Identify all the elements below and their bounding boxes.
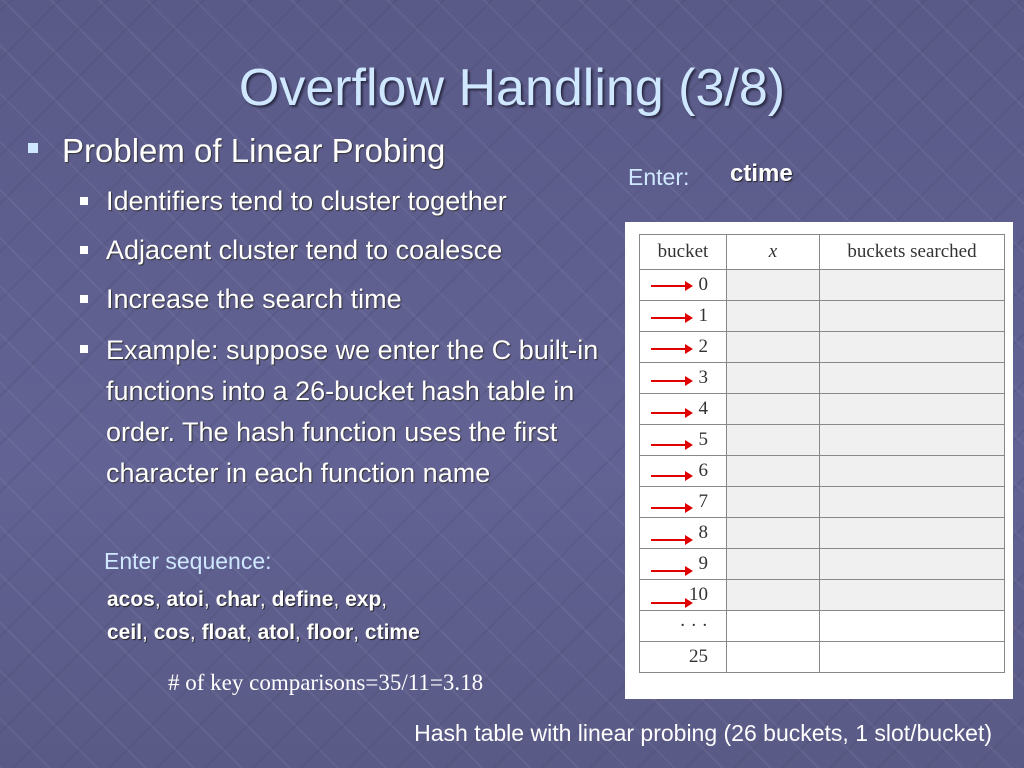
function-name: acos: [107, 588, 155, 611]
key-cell: [727, 611, 820, 642]
searched-cell: [820, 270, 1005, 301]
function-name: atoi: [166, 588, 204, 611]
sub-bullet-text: Example: suppose we enter the C built-in functions into a 26-bucket hash table in order. The hash function uses the first character in each function name: [106, 335, 599, 488]
table-row: [640, 518, 1005, 549]
bucket-index: 5: [640, 425, 727, 456]
square-bullet-icon: [80, 295, 88, 303]
sub-bullet-text: Identifiers tend to cluster together: [106, 186, 507, 216]
key-cell: [727, 332, 820, 363]
sequence-label: Enter sequence:: [104, 548, 272, 574]
header-bucket: bucket: [640, 235, 727, 270]
searched-cell: [820, 642, 1005, 673]
comparison-count: # of key comparisons=35/11=3.18: [168, 670, 484, 695]
table-row: [640, 549, 1005, 580]
probe-arrow-icon: [651, 348, 687, 350]
searched-cell: [820, 580, 1005, 611]
sequence-line: acos, atoi, char, define, exp,: [107, 588, 388, 611]
probe-arrow-icon: [651, 285, 687, 287]
table-row: [640, 270, 1005, 301]
header-buckets-searched: buckets searched: [820, 235, 1005, 270]
key-cell: [727, 549, 820, 580]
probe-arrow-icon: [651, 539, 687, 541]
bucket-index: 6: [640, 456, 727, 487]
probe-arrow-icon: [651, 507, 687, 509]
bucket-index: · · ·: [640, 611, 727, 642]
key-cell: [727, 425, 820, 456]
table-row: [640, 456, 1005, 487]
searched-cell: [820, 549, 1005, 580]
square-bullet-icon: [80, 197, 88, 205]
bucket-index: 8: [640, 518, 727, 549]
key-cell: [727, 456, 820, 487]
searched-cell: [820, 518, 1005, 549]
searched-cell: [820, 456, 1005, 487]
searched-cell: [820, 611, 1005, 642]
square-bullet-icon: [28, 143, 38, 153]
probe-arrow-icon: [651, 570, 687, 572]
table-row: [640, 642, 1005, 673]
header-x: x: [727, 235, 820, 270]
searched-cell: [820, 425, 1005, 456]
function-name: define: [271, 588, 334, 611]
key-cell: [727, 487, 820, 518]
probe-arrow-icon: [651, 380, 687, 382]
figure-caption: Hash table with linear probing (26 buckets, 1 slot/bucket): [414, 720, 992, 746]
function-name: atol: [257, 621, 295, 644]
function-name: float: [201, 621, 246, 644]
probe-arrow-icon: [651, 444, 687, 446]
square-bullet-icon: [80, 345, 88, 353]
function-name: ceil: [107, 621, 143, 644]
bucket-index: 7: [640, 487, 727, 518]
enter-label: Enter:: [628, 164, 690, 190]
function-name: ctime: [364, 621, 420, 644]
hash-table-figure: [625, 222, 1013, 699]
bucket-index: 3: [640, 363, 727, 394]
sub-bullet-text: Increase the search time: [106, 284, 402, 314]
function-name: cos: [153, 621, 190, 644]
key-cell: [727, 270, 820, 301]
table-row: [640, 611, 1005, 642]
slide-title: Overflow Handling (3/8): [238, 59, 786, 117]
key-cell: [727, 580, 820, 611]
probe-arrow-icon: [651, 475, 687, 477]
sub-bullet-text: Adjacent cluster tend to coalesce: [106, 235, 503, 265]
function-name: exp: [345, 588, 382, 611]
searched-cell: [820, 394, 1005, 425]
table-row: [640, 363, 1005, 394]
bucket-index: 9: [640, 549, 727, 580]
probe-arrow-icon: [651, 317, 687, 319]
square-bullet-icon: [80, 246, 88, 254]
bucket-index: 4: [640, 394, 727, 425]
probe-arrow-icon: [651, 412, 687, 414]
searched-cell: [820, 332, 1005, 363]
key-cell: [727, 301, 820, 332]
main-bullet-text: Problem of Linear Probing: [62, 132, 446, 169]
table-row: [640, 425, 1005, 456]
probe-arrow-icon: [651, 602, 687, 604]
key-cell: [727, 394, 820, 425]
table-row: [640, 487, 1005, 518]
function-name: char: [215, 588, 260, 611]
enter-word: ctime: [730, 160, 793, 187]
key-cell: [727, 363, 820, 394]
hash-table: [639, 234, 1005, 673]
bucket-index: 2: [640, 332, 727, 363]
key-cell: [727, 518, 820, 549]
bucket-index: 0: [640, 270, 727, 301]
sequence-line: ceil, cos, float, atol, floor, ctime: [107, 621, 420, 644]
table-row: [640, 580, 1005, 611]
function-name: floor: [306, 621, 354, 644]
searched-cell: [820, 301, 1005, 332]
key-cell: [727, 642, 820, 673]
bucket-index: 10: [640, 580, 727, 611]
searched-cell: [820, 363, 1005, 394]
table-row: [640, 332, 1005, 363]
bucket-index: 1: [640, 301, 727, 332]
table-row: [640, 394, 1005, 425]
bucket-index: 25: [640, 642, 727, 673]
table-row: [640, 301, 1005, 332]
searched-cell: [820, 487, 1005, 518]
